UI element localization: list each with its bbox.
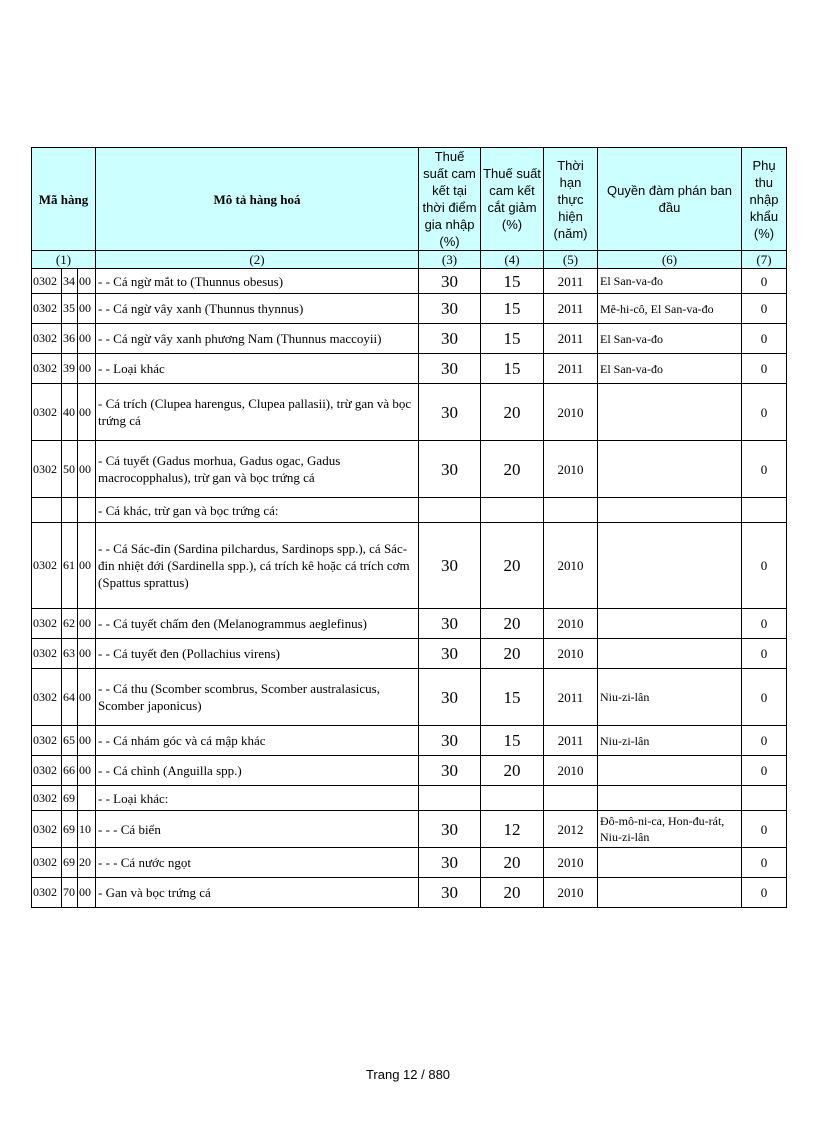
cell-import-surcharge: 0 (742, 609, 787, 639)
cell-description: - - Cá tuyết chấm đen (Melanogrammus aeglefinus) (96, 609, 419, 639)
cell-description: - - Cá nhám góc và cá mập khác (96, 726, 419, 756)
cell-negotiating-rights: Niu-zi-lân (598, 726, 742, 756)
table-row (32, 786, 787, 811)
cell-rate-at-accession: 30 (419, 811, 481, 848)
table-body (32, 269, 787, 908)
cell-negotiating-rights (598, 523, 742, 609)
cell-import-surcharge: 0 (742, 354, 787, 384)
column-number: (6) (598, 251, 742, 269)
cell-rate-at-accession: 30 (419, 639, 481, 669)
cell-subheading: 65 (62, 726, 78, 756)
cell-reduced-rate (481, 498, 544, 523)
header-implementation-period: Thời hạn thực hiện (năm) (544, 148, 598, 251)
cell-import-surcharge: 0 (742, 324, 787, 354)
cell-item: 00 (78, 384, 96, 441)
cell-rate-at-accession: 30 (419, 878, 481, 908)
cell-reduced-rate: 15 (481, 269, 544, 294)
cell-heading: 0302 (32, 609, 62, 639)
header-committed-reduced-rate: Thuế suất cam kết cắt giảm (%) (481, 148, 544, 251)
cell-heading: 0302 (32, 384, 62, 441)
header-description: Mô tả hàng hoá (96, 148, 419, 251)
cell-heading: 0302 (32, 639, 62, 669)
cell-description: - Cá trích (Clupea harengus, Clupea pallasii), trừ gan và bọc trứng cá (96, 384, 419, 441)
cell-implementation-year: 2011 (544, 269, 598, 294)
table-row (32, 523, 787, 609)
cell-implementation-year: 2011 (544, 324, 598, 354)
cell-subheading (62, 498, 78, 523)
cell-heading: 0302 (32, 756, 62, 786)
cell-implementation-year: 2010 (544, 639, 598, 669)
tariff-table (31, 147, 787, 908)
cell-item: 00 (78, 609, 96, 639)
cell-negotiating-rights (598, 639, 742, 669)
cell-implementation-year (544, 498, 598, 523)
column-number: (5) (544, 251, 598, 269)
cell-reduced-rate: 20 (481, 384, 544, 441)
cell-reduced-rate: 12 (481, 811, 544, 848)
cell-description: - - - Cá nước ngọt (96, 848, 419, 878)
cell-negotiating-rights (598, 384, 742, 441)
cell-subheading: 39 (62, 354, 78, 384)
table-row (32, 324, 787, 354)
cell-subheading: 35 (62, 294, 78, 324)
table-row (32, 498, 787, 523)
column-number: (4) (481, 251, 544, 269)
cell-reduced-rate: 20 (481, 878, 544, 908)
cell-import-surcharge: 0 (742, 878, 787, 908)
cell-negotiating-rights: Mê-hi-cô, El San-va-đo (598, 294, 742, 324)
cell-subheading: 66 (62, 756, 78, 786)
cell-negotiating-rights: El San-va-đo (598, 324, 742, 354)
table-row (32, 294, 787, 324)
cell-rate-at-accession (419, 498, 481, 523)
cell-subheading: 69 (62, 811, 78, 848)
cell-description: - - Cá tuyết đen (Pollachius virens) (96, 639, 419, 669)
table-row (32, 848, 787, 878)
table-row (32, 811, 787, 848)
cell-item: 00 (78, 639, 96, 669)
cell-import-surcharge: 0 (742, 669, 787, 726)
header-code: Mã hàng (32, 148, 96, 251)
cell-rate-at-accession: 30 (419, 609, 481, 639)
cell-rate-at-accession: 30 (419, 669, 481, 726)
cell-implementation-year: 2011 (544, 354, 598, 384)
cell-item (78, 786, 96, 811)
cell-import-surcharge (742, 498, 787, 523)
cell-reduced-rate: 20 (481, 756, 544, 786)
cell-item: 00 (78, 294, 96, 324)
cell-item: 00 (78, 324, 96, 354)
table-row (32, 441, 787, 498)
cell-reduced-rate: 20 (481, 523, 544, 609)
cell-import-surcharge: 0 (742, 523, 787, 609)
cell-import-surcharge: 0 (742, 269, 787, 294)
cell-negotiating-rights (598, 441, 742, 498)
cell-heading: 0302 (32, 848, 62, 878)
cell-negotiating-rights: Niu-zi-lân (598, 669, 742, 726)
table-row (32, 354, 787, 384)
cell-negotiating-rights (598, 848, 742, 878)
cell-negotiating-rights (598, 786, 742, 811)
table-row (32, 726, 787, 756)
cell-heading: 0302 (32, 269, 62, 294)
cell-import-surcharge: 0 (742, 848, 787, 878)
cell-heading: 0302 (32, 324, 62, 354)
cell-item: 00 (78, 441, 96, 498)
cell-implementation-year: 2010 (544, 523, 598, 609)
cell-description: - - - Cá biển (96, 811, 419, 848)
cell-heading: 0302 (32, 441, 62, 498)
table-row (32, 384, 787, 441)
cell-subheading: 50 (62, 441, 78, 498)
cell-subheading: 69 (62, 848, 78, 878)
column-number-row (32, 251, 787, 269)
column-number: (1) (32, 251, 96, 269)
cell-heading: 0302 (32, 294, 62, 324)
cell-implementation-year: 2011 (544, 726, 598, 756)
cell-subheading: 34 (62, 269, 78, 294)
cell-negotiating-rights (598, 498, 742, 523)
cell-description: - - Cá chình (Anguilla spp.) (96, 756, 419, 786)
table-row (32, 878, 787, 908)
cell-implementation-year: 2010 (544, 878, 598, 908)
cell-reduced-rate: 20 (481, 848, 544, 878)
cell-item: 00 (78, 756, 96, 786)
cell-reduced-rate (481, 786, 544, 811)
cell-rate-at-accession: 30 (419, 441, 481, 498)
column-number: (7) (742, 251, 787, 269)
cell-import-surcharge: 0 (742, 441, 787, 498)
cell-reduced-rate: 15 (481, 294, 544, 324)
cell-reduced-rate: 20 (481, 609, 544, 639)
cell-import-surcharge: 0 (742, 726, 787, 756)
cell-negotiating-rights (598, 756, 742, 786)
cell-rate-at-accession: 30 (419, 384, 481, 441)
cell-implementation-year: 2011 (544, 669, 598, 726)
cell-implementation-year: 2010 (544, 609, 598, 639)
header-initial-negotiating-rights: Quyền đàm phán ban đầu (598, 148, 742, 251)
cell-implementation-year: 2010 (544, 756, 598, 786)
cell-description: - - Cá Sác-đin (Sardina pilchardus, Sardinops spp.), cá Sác-đin nhiệt đới (Sardinella spp.), cá trích kê hoặc cá trích cơm (Spattus sprattus) (96, 523, 419, 609)
cell-reduced-rate: 20 (481, 441, 544, 498)
cell-rate-at-accession: 30 (419, 354, 481, 384)
cell-heading: 0302 (32, 726, 62, 756)
cell-subheading: 70 (62, 878, 78, 908)
cell-subheading: 64 (62, 669, 78, 726)
cell-description: - - Loại khác: (96, 786, 419, 811)
cell-reduced-rate: 15 (481, 324, 544, 354)
cell-description: - - Cá ngừ vây xanh phương Nam (Thunnus maccoyii) (96, 324, 419, 354)
cell-description: - - Loại khác (96, 354, 419, 384)
cell-rate-at-accession (419, 786, 481, 811)
table-row (32, 269, 787, 294)
cell-subheading: 40 (62, 384, 78, 441)
cell-heading: 0302 (32, 669, 62, 726)
table-row (32, 756, 787, 786)
cell-negotiating-rights (598, 878, 742, 908)
cell-item: 00 (78, 354, 96, 384)
cell-import-surcharge: 0 (742, 639, 787, 669)
cell-heading: 0302 (32, 523, 62, 609)
cell-subheading: 63 (62, 639, 78, 669)
cell-reduced-rate: 20 (481, 639, 544, 669)
cell-rate-at-accession: 30 (419, 726, 481, 756)
cell-import-surcharge (742, 786, 787, 811)
cell-heading: 0302 (32, 786, 62, 811)
cell-import-surcharge: 0 (742, 384, 787, 441)
cell-item: 00 (78, 726, 96, 756)
cell-implementation-year (544, 786, 598, 811)
cell-rate-at-accession: 30 (419, 269, 481, 294)
header-row (32, 148, 787, 251)
cell-description: - - Cá thu (Scomber scombrus, Scomber australasicus, Scomber japonicus) (96, 669, 419, 726)
table-row (32, 669, 787, 726)
cell-heading (32, 498, 62, 523)
cell-rate-at-accession: 30 (419, 523, 481, 609)
cell-negotiating-rights: El San-va-đo (598, 269, 742, 294)
cell-heading: 0302 (32, 811, 62, 848)
cell-item: 00 (78, 269, 96, 294)
cell-implementation-year: 2011 (544, 294, 598, 324)
cell-rate-at-accession: 30 (419, 756, 481, 786)
cell-item: 00 (78, 669, 96, 726)
cell-description: - Cá tuyết (Gadus morhua, Gadus ogac, Gadus macrocopphalus), trừ gan và bọc trứng cá (96, 441, 419, 498)
cell-item: 00 (78, 523, 96, 609)
cell-description: - - Cá ngừ vây xanh (Thunnus thynnus) (96, 294, 419, 324)
cell-implementation-year: 2012 (544, 811, 598, 848)
cell-heading: 0302 (32, 354, 62, 384)
cell-heading: 0302 (32, 878, 62, 908)
cell-subheading: 69 (62, 786, 78, 811)
cell-description: - - Cá ngừ mắt to (Thunnus obesus) (96, 269, 419, 294)
table-row (32, 639, 787, 669)
cell-rate-at-accession: 30 (419, 294, 481, 324)
cell-item: 00 (78, 878, 96, 908)
cell-subheading: 62 (62, 609, 78, 639)
cell-import-surcharge: 0 (742, 294, 787, 324)
header-import-surcharge: Phụ thu nhập khẩu (%) (742, 148, 787, 251)
cell-reduced-rate: 15 (481, 354, 544, 384)
cell-rate-at-accession: 30 (419, 848, 481, 878)
cell-negotiating-rights: Đô-mô-ni-ca, Hon-đu-rát, Niu-zi-lân (598, 811, 742, 848)
cell-description: - Gan và bọc trứng cá (96, 878, 419, 908)
cell-item: 20 (78, 848, 96, 878)
cell-implementation-year: 2010 (544, 441, 598, 498)
cell-subheading: 61 (62, 523, 78, 609)
cell-rate-at-accession: 30 (419, 324, 481, 354)
column-number: (3) (419, 251, 481, 269)
table-row (32, 609, 787, 639)
cell-item: 10 (78, 811, 96, 848)
cell-negotiating-rights: El San-va-đo (598, 354, 742, 384)
cell-implementation-year: 2010 (544, 848, 598, 878)
cell-negotiating-rights (598, 609, 742, 639)
header-rate-at-accession: Thuế suất cam kết tại thời điểm gia nhập (%) (419, 148, 481, 251)
cell-implementation-year: 2010 (544, 384, 598, 441)
cell-import-surcharge: 0 (742, 756, 787, 786)
cell-description: - Cá khác, trừ gan và bọc trứng cá: (96, 498, 419, 523)
cell-import-surcharge: 0 (742, 811, 787, 848)
cell-reduced-rate: 15 (481, 669, 544, 726)
cell-reduced-rate: 15 (481, 726, 544, 756)
cell-item (78, 498, 96, 523)
cell-subheading: 36 (62, 324, 78, 354)
page-number: Trang 12 / 880 (365, 1067, 451, 1082)
column-number: (2) (96, 251, 419, 269)
